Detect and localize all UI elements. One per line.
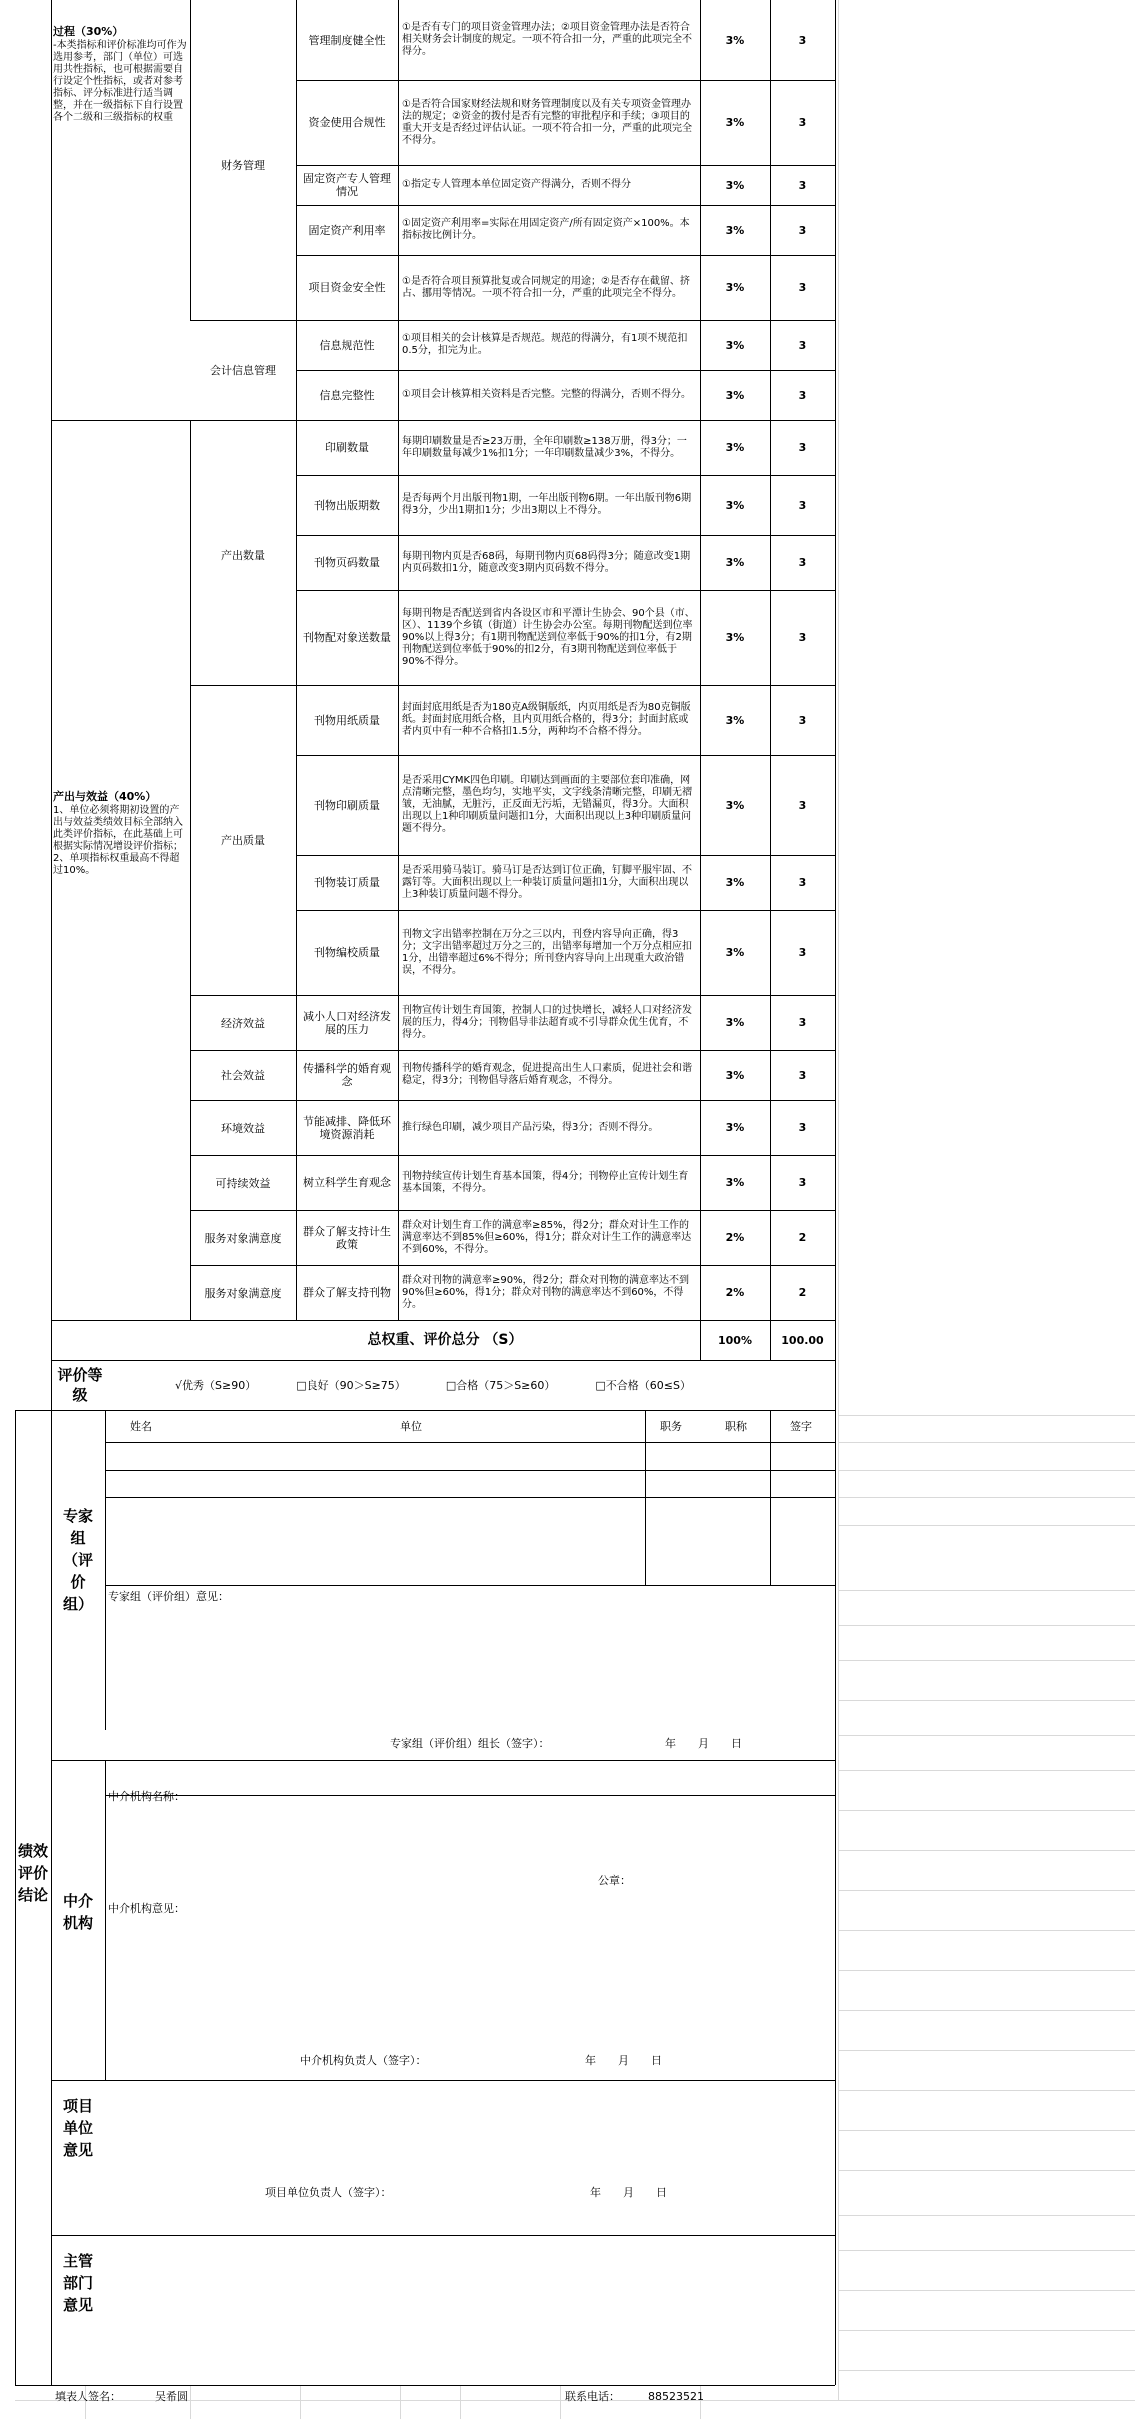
group-output-qty: 产出数量 (221, 548, 265, 562)
indicator-weight: 2% (725, 1231, 745, 1244)
indicator-score: 3 (798, 556, 807, 569)
total-label: 总权重、评价总分 （S） (367, 1331, 523, 1348)
indicator-name: 信息规范性 (319, 338, 375, 352)
indicator-score: 3 (798, 1068, 807, 1082)
indicator-score: 3 (798, 338, 807, 352)
group-output-quality: 产出质量 (221, 833, 265, 847)
indicator-name: 刊物印刷质量 (314, 798, 380, 812)
indicator-criteria: 刊物持续宣传计划生育基本国策，得4分；刊物停止宣传计划生育基本国策，不得分。 (402, 1170, 689, 1194)
expert-h-sign: 签字 (790, 1420, 812, 1433)
indicator-score: 3 (798, 116, 807, 129)
indicator-criteria: 刊物宣传计划生育国策，控制人口的过快增长，减轻人口对经济发展的压力，得4分；刊物倡导非法超育或不引导群众优生优育，不得分。 (402, 1004, 692, 1040)
indicator-score: 3 (798, 178, 807, 192)
indicator-weight: 3% (725, 1176, 745, 1189)
output-note: 1、单位必须将期初设置的产出与效益类绩效目标全部纳入此类评价指标，在此基础上可根据实际情况增设评价指标； 2、单项指标权重最高不得超过10%。 (53, 805, 183, 876)
agency-opinion: 中介机构意见： (108, 1902, 185, 1915)
agency-name-label: 中介机构名称： (108, 1790, 185, 1803)
indicator-weight: 3% (725, 1016, 745, 1029)
indicator-weight: 3% (725, 1121, 745, 1134)
total-weight: 100% (718, 1333, 752, 1347)
indicator-criteria: ①是否符合国家财经法规和财务管理制度以及有关专项资金管理办法的规定；②资金的拨付是否有完整的审批程序和手续；③项目的重大开支是否经过评估认证。一项不符合扣一分，严重的此项完全不得分。 (402, 98, 692, 146)
indicator-weight: 3% (725, 713, 745, 727)
indicator-score: 3 (798, 1016, 807, 1029)
indicator-criteria: 群众对计划生育工作的满意率≥85%，得2分；群众对计生工作的满意率达不到85%但≥60%，得1分；群众对计生工作的满意率达不到60%，不得分。 (402, 1219, 692, 1255)
indicator-name: 固定资产专人管理情况 (303, 172, 391, 198)
indicator-score: 3 (798, 798, 807, 812)
group-accounting: 会计信息管理 (210, 363, 276, 377)
indicator-criteria: ①指定专人管理本单位固定资产得满分，否则不得分 (402, 179, 631, 190)
indicator-score: 3 (798, 223, 807, 237)
agency-label: 中介机构 (63, 1892, 94, 1932)
indicator-weight: 2% (725, 1286, 745, 1299)
expert-h-title: 职称 (725, 1420, 747, 1433)
indicator-score: 3 (798, 281, 807, 294)
filler-name: 吴希圆 (155, 2390, 188, 2403)
indicator-weight: 3% (725, 178, 745, 192)
indicator-score: 3 (798, 498, 807, 512)
indicator-name: 项目资金安全性 (308, 281, 386, 294)
indicator-name: 群众了解支持计生政策 (303, 1224, 391, 1251)
indicator-name: 刊物装订质量 (314, 876, 380, 889)
agency-seal: 公章： (598, 1874, 631, 1887)
total-score: 100.00 (781, 1333, 824, 1347)
indicator-weight: 3% (725, 223, 745, 237)
expert-h-duty: 职务 (660, 1420, 682, 1433)
indicator-score: 3 (798, 388, 807, 402)
group-satisfy-2: 服务对象满意度 (204, 1286, 282, 1300)
agency-leader-sign[interactable]: 中介机构负责人（签字）： (300, 2054, 427, 2067)
indicator-name: 减小人口对经济发展的压力 (303, 1009, 391, 1036)
grade-pass[interactable]: □合格（75＞S≥60） (445, 1378, 556, 1392)
indicator-criteria: 刊物文字出错率控制在万分之三以内，刊登内容导向正确，得3分；文字出错率超过万分之三的，出错率每增加一个万分点相应扣1分，出错率超过6%不得分；所刊登内容导向上出现重大政治错误，不得分。 (402, 928, 692, 976)
indicator-criteria: 封面封底用纸是否为180克A级铜版纸，内页用纸是否为80克铜版纸。封面封底用纸合格，且内页用纸合格的，得3分；封面封底或者内页中有一种不合格扣1.5分，两种均不合格不得分。 (402, 702, 691, 737)
indicator-criteria: 群众对刊物的满意率≥90%，得2分；群众对刊物的满意率达不到90%但≥60%，得1分；群众对刊物的满意率达不到60%，不得分。 (402, 1274, 689, 1310)
expert-leader-sign[interactable]: 专家组（评价组）组长（签字）： (390, 1737, 550, 1750)
indicator-weight: 3% (725, 631, 745, 644)
expert-h-unit: 单位 (400, 1420, 422, 1433)
indicator-name: 资金使用合规性 (308, 116, 386, 129)
indicator-score: 3 (798, 1121, 807, 1134)
indicator-criteria: ①是否符合项目预算批复或合同规定的用途；②是否存在截留、挤占、挪用等情况。一项不符合扣一分，严重的此项完全不得分。 (402, 275, 690, 299)
indicator-score: 3 (798, 631, 807, 644)
process-note: -本类指标和评价标准均可作为选用参考，部门（单位）可选用共性指标，也可根据需要自行设定个性指标，或者对参考指标、评分标准进行适当调整，并在一级指标下自行设置各个二级和三级指标的权重 (53, 40, 187, 123)
indicator-name: 传播科学的婚育观念 (303, 1062, 391, 1088)
indicator-criteria: ①项目相关的会计核算是否规范。规范的得满分，有1项不规范扣0.5分，扣完为止。 (402, 333, 688, 356)
phone-number: 88523521 (648, 2390, 704, 2403)
expert-h-name: 姓名 (130, 1420, 152, 1433)
indicator-weight: 3% (725, 441, 745, 454)
indicator-name: 管理制度健全性 (308, 33, 386, 47)
project-label: 项目单位意见 (63, 2097, 94, 2159)
indicator-criteria: 是否采用CYMK四色印刷。印刷达到画面的主要部位套印准确，网点清晰完整，墨色均匀，实地平实，文字线条清晰完整，印刷无褶皱，无油腻，无脏污，正反面无污垢，无错漏页，得3分。大面积出现以上1种印刷质量问题扣1分，大面积出现以上3种印刷质量问题不得分。 (402, 775, 692, 834)
indicator-criteria: 是否采用骑马装订。骑马订是否达到订位正确，钉脚平服牢固、不露钉等。大面积出现以上一种装订质量问题扣1分，大面积出现以上3种装订质量问题不得分。 (402, 864, 692, 900)
indicator-criteria: 刊物传播科学的婚育观念，促进提高出生人口素质，促进社会和谐稳定，得3分；刊物倡导落后婚育观念，不得分。 (402, 1063, 692, 1086)
indicator-score: 3 (798, 1176, 807, 1189)
group-env: 环境效益 (221, 1121, 265, 1135)
group-sustain: 可持续效益 (215, 1176, 271, 1190)
indicator-score: 2 (798, 1231, 807, 1244)
indicator-name: 刊物配对象送数量 (303, 631, 391, 644)
indicator-criteria: 每期刊物内页是否68码，每期刊物内页68码得3分；随意改变1期内页码数扣1分，随意改变3期内页码数不得分。 (402, 550, 691, 574)
phone-label: 联系电话： (565, 2390, 620, 2403)
group-satisfy-1: 服务对象满意度 (204, 1231, 282, 1245)
grade-options (175, 1362, 825, 1408)
indicator-criteria: 推行绿色印刷，减少项目产品污染，得3分；否则不得分。 (402, 1121, 659, 1133)
indicator-name: 信息完整性 (319, 388, 375, 402)
conclusion-label: 绩效评价结论 (18, 1842, 49, 1904)
indicator-weight: 3% (725, 946, 745, 959)
filler-label: 填表人签名： (55, 2390, 121, 2403)
indicator-score: 2 (798, 1286, 807, 1299)
process-title: 过程（30%） (53, 25, 124, 38)
indicator-weight: 3% (725, 876, 745, 889)
indicator-criteria: ①固定资产利用率=实际在用固定资产/所有固定资产×100%。本指标按比例计分。 (402, 218, 690, 241)
indicator-name: 群众了解支持刊物 (303, 1286, 391, 1299)
project-date: 年 月 日 (590, 2186, 667, 2199)
indicator-score: 3 (798, 713, 807, 727)
project-leader-sign[interactable]: 项目单位负责人（签字）： (265, 2186, 392, 2199)
indicator-name: 固定资产利用率 (308, 223, 386, 237)
indicator-name: 树立科学生育观念 (303, 1176, 391, 1189)
group-econ: 经济效益 (221, 1016, 265, 1030)
grade-good[interactable]: □良好（90＞S≥75） (296, 1378, 406, 1392)
indicator-name: 刊物页码数量 (314, 556, 380, 569)
indicator-weight: 3% (725, 1068, 745, 1082)
indicator-name: 节能减排、降低环境资源消耗 (303, 1114, 391, 1141)
indicator-criteria: 是否每两个月出版刊物1期，一年出版刊物6期。一年出版刊物6期得3分，少出1期扣1分；少出3期以上不得分。 (402, 493, 692, 516)
agency-date: 年 月 日 (585, 2054, 662, 2067)
indicator-criteria: ①项目会计核算相关资料是否完整。完整的得满分，否则不得分。 (402, 389, 691, 400)
indicator-weight: 3% (725, 388, 745, 402)
indicator-weight: 3% (725, 33, 745, 47)
indicator-name: 刊物出版期数 (314, 498, 380, 512)
output-title: 产出与效益（40%） (53, 790, 157, 803)
indicator-score: 3 (798, 441, 807, 454)
grade-fail[interactable]: □不合格（60≤S） (595, 1378, 691, 1392)
indicator-criteria: 每期刊物是否配送到省内各设区市和平潭计生协会、90个县（市、区）、1139个乡镇（街道）计生协会办公室。每期刊物配送到位率90%以上得3分；有1期刊物配送到位率低于90%的扣1分，有2期刊物配送到位率低于90%的扣2分，有3期刊物配送到位率低于90%不得分。 (402, 607, 695, 667)
group-finance: 财务管理 (221, 158, 265, 172)
expert-opinion: 专家组（评价组）意见： (108, 1590, 229, 1603)
expert-date: 年 月 日 (665, 1737, 742, 1750)
indicator-weight: 3% (725, 281, 745, 294)
grade-excellent[interactable]: √优秀（S≥90） (175, 1378, 257, 1392)
indicator-weight: 3% (725, 556, 745, 569)
grade-label: 评价等级 (57, 1366, 103, 1404)
expert-label: 专家组（评价组） (63, 1507, 94, 1613)
indicator-weight: 3% (725, 116, 745, 129)
indicator-weight: 3% (725, 338, 745, 352)
indicator-weight: 3% (725, 798, 745, 812)
indicator-criteria: 每期印刷数量是否≥23万册，全年印刷数≥138万册，得3分；一年印刷数量每减少1%扣1分；一年印刷数量减少3%，不得分。 (402, 435, 687, 459)
indicator-name: 刊物编校质量 (314, 946, 380, 959)
indicator-score: 3 (798, 876, 807, 889)
indicator-criteria: ①是否有专门的项目资金管理办法；②项目资金管理办法是否符合相关财务会计制度的规定。一项不符合扣一分，严重的此项完全不得分。 (402, 22, 692, 57)
dept-label: 主管部门意见 (63, 2252, 94, 2314)
indicator-score: 3 (798, 33, 807, 47)
indicator-score: 3 (798, 946, 807, 959)
indicator-weight: 3% (725, 498, 745, 512)
indicator-name: 刊物用纸质量 (314, 713, 380, 727)
indicator-name: 印刷数量 (325, 441, 369, 454)
group-social: 社会效益 (221, 1068, 265, 1082)
